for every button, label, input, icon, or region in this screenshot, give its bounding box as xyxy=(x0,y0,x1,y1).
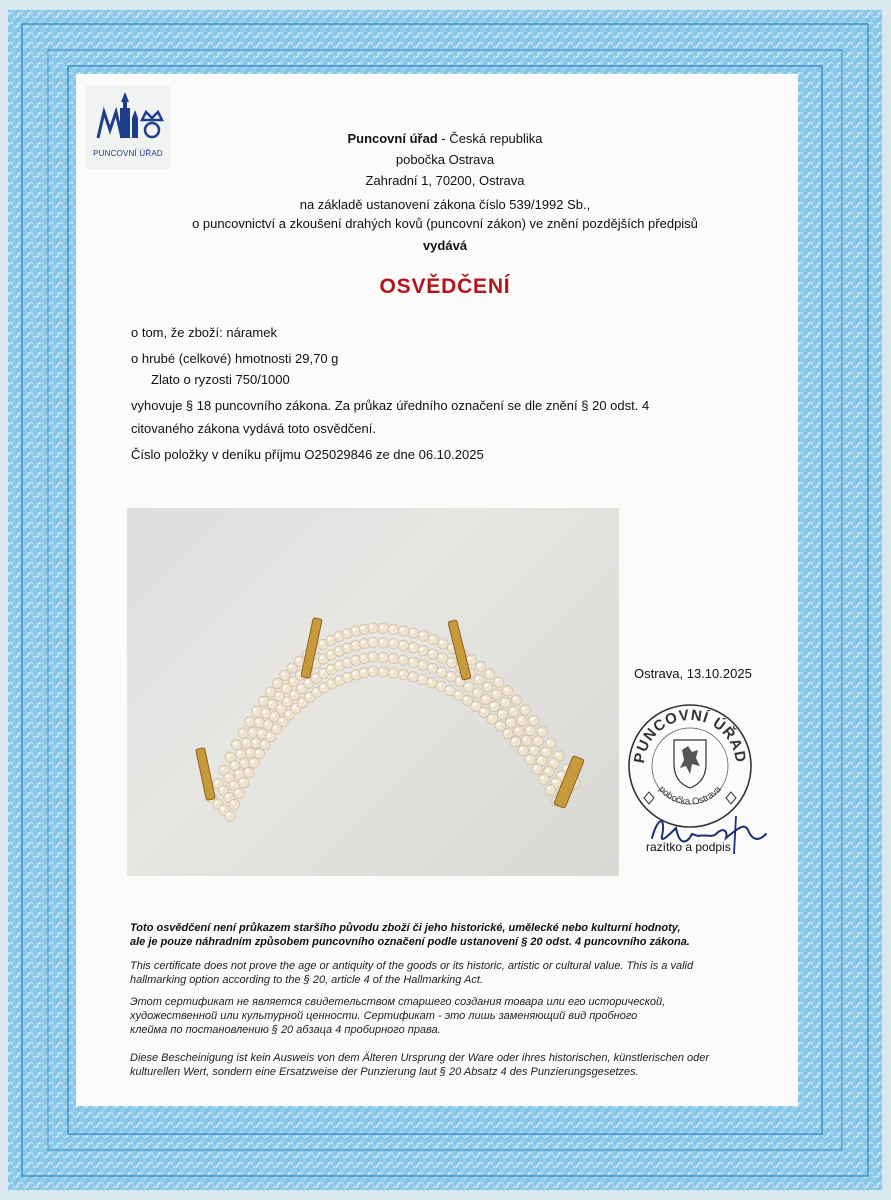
issues-line: vydává xyxy=(422,238,468,253)
pearl-highlight xyxy=(380,625,383,628)
pearl-highlight xyxy=(233,742,236,745)
pearl-highlight xyxy=(336,663,339,666)
address-line: Zahradní 1, 70200, Ostrava xyxy=(365,173,525,188)
hallmark-office-logo xyxy=(86,86,170,168)
pearl xyxy=(378,623,388,633)
pearl-highlight xyxy=(438,683,441,686)
pearl-highlight xyxy=(547,740,550,743)
pearl-highlight xyxy=(547,787,550,790)
pearl-highlight xyxy=(271,713,274,716)
pearl xyxy=(498,709,508,719)
coat-of-arms-icon xyxy=(674,740,706,788)
pearl xyxy=(418,631,428,641)
pearl-highlight xyxy=(538,757,541,760)
pearl-highlight xyxy=(321,670,324,673)
pearl-highlight xyxy=(535,738,538,741)
pearl xyxy=(506,717,516,727)
pearl xyxy=(528,715,538,725)
pearl-highlight xyxy=(263,710,266,713)
law-line-2: o puncovnictví a zkoušení drahých kovů (puncovní zákon) ve znění pozdějších předpisů xyxy=(192,216,698,231)
pearl-highlight xyxy=(285,699,288,702)
pearl-highlight xyxy=(241,760,244,763)
branch-line: pobočka Ostrava xyxy=(395,152,495,167)
pearl xyxy=(521,735,531,745)
office-country: - Česká republika xyxy=(437,131,543,146)
pearl-highlight xyxy=(278,706,281,709)
pearl xyxy=(495,721,505,731)
pearl xyxy=(368,637,378,647)
pearl-highlight xyxy=(260,698,263,701)
pearl xyxy=(418,660,428,670)
pearl xyxy=(487,714,497,724)
pearl-highlight xyxy=(329,681,332,684)
pearl-highlight xyxy=(241,779,244,782)
certificate-title: OSVĚDČENÍ xyxy=(379,275,511,298)
pearl-highlight xyxy=(232,762,235,765)
pearl-highlight xyxy=(328,652,331,655)
stamp-top-text: PUNCOVNÍ ÚŘAD xyxy=(630,706,750,765)
pearl-highlight xyxy=(530,717,533,720)
pearl-highlight xyxy=(430,636,433,639)
signature-label: razítko a podpis xyxy=(646,840,731,854)
pearl xyxy=(511,695,521,705)
pearl-highlight xyxy=(236,771,239,774)
pearl xyxy=(502,686,512,696)
castle-crown-icon xyxy=(90,90,166,146)
pearl-highlight xyxy=(410,630,413,633)
pearl-highlight xyxy=(440,640,443,643)
pearl xyxy=(418,645,428,655)
pearl-highlight xyxy=(500,711,503,714)
pearl-highlight xyxy=(380,654,383,657)
pearl-highlight xyxy=(464,697,467,700)
pearl xyxy=(239,758,249,768)
pearl-highlight xyxy=(420,647,423,650)
pearl xyxy=(417,674,427,684)
pearl xyxy=(408,672,418,682)
pearl-highlight xyxy=(400,628,403,631)
pearl xyxy=(545,785,555,795)
pearl xyxy=(483,682,493,692)
pearl xyxy=(525,754,535,764)
pearl-highlight xyxy=(280,718,283,721)
disclaimer-de-2: kulturellen Wert, sondern eine Ersatzweise der Punzierung laut § 20 Absatz 4 des Punzierungsgesetzes. xyxy=(130,1066,639,1078)
pearl xyxy=(491,689,501,699)
pearl xyxy=(436,667,446,677)
pearl-highlight xyxy=(510,708,513,711)
pearl-highlight xyxy=(468,657,471,660)
pearl-highlight xyxy=(240,730,243,733)
pearl-highlight xyxy=(527,756,530,759)
pearl-highlight xyxy=(448,673,451,676)
disclaimer-ru-2: художественной или культурной ценности. Сертификат - это лишь заменяющий вид пробного xyxy=(130,1010,638,1022)
pearl-highlight xyxy=(297,672,300,675)
pearl xyxy=(510,737,520,747)
pearl-highlight xyxy=(438,669,441,672)
pearl xyxy=(244,767,254,777)
pearl-highlight xyxy=(429,665,432,668)
pearl-bracelet-photo xyxy=(127,508,619,876)
compliance-line-1: vyhovuje § 18 puncovního zákona. Za průkaz úředního označení se dle znění § 20 odst. 4 xyxy=(131,398,650,413)
pearl xyxy=(249,758,259,768)
pearl-highlight xyxy=(522,707,525,710)
pearl-highlight xyxy=(247,719,250,722)
purity-line: Zlato o ryzosti 750/1000 xyxy=(151,372,290,387)
pearl-highlight xyxy=(419,676,422,679)
pearl-highlight xyxy=(523,737,526,740)
pearl-highlight xyxy=(220,787,223,790)
pearl-highlight xyxy=(344,645,347,648)
pearl xyxy=(428,634,438,644)
pearl xyxy=(520,705,530,715)
pearl xyxy=(235,749,245,759)
pearl-highlight xyxy=(320,641,323,644)
stamp-bottom-text: pobočka Ostrava xyxy=(656,784,724,808)
pearl xyxy=(503,728,513,738)
pearl xyxy=(398,626,408,636)
pearl-highlight xyxy=(400,672,403,675)
pearl-highlight xyxy=(546,768,549,771)
pearl xyxy=(378,638,388,648)
pearl-highlight xyxy=(276,693,279,696)
pearl-highlight xyxy=(262,742,265,745)
pearl xyxy=(474,675,484,685)
law-line-1: na základě ustanovení zákona číslo 539/1992 Sb., xyxy=(299,197,591,212)
pearl xyxy=(508,706,518,716)
disclaimer-en-2: hallmarking option according to the § 20, article 4 of the Hallmarking Act. xyxy=(130,974,483,986)
pearl-highlight xyxy=(481,709,484,712)
pearl xyxy=(398,670,408,680)
pearl xyxy=(514,726,524,736)
pearl xyxy=(446,657,456,667)
pearl-highlight xyxy=(505,730,508,733)
pearl-highlight xyxy=(489,716,492,719)
pearl-highlight xyxy=(447,687,450,690)
pearl xyxy=(388,668,398,678)
pearl-highlight xyxy=(256,750,259,753)
pearl-highlight xyxy=(246,769,249,772)
pearl-highlight xyxy=(520,747,523,750)
pearl xyxy=(245,717,255,727)
pearl-highlight xyxy=(353,657,356,660)
pearl-highlight xyxy=(289,665,292,668)
pearl xyxy=(489,701,499,711)
pearl-highlight xyxy=(491,703,494,706)
pearl xyxy=(229,799,239,809)
pearl-highlight xyxy=(313,675,316,678)
pearl-highlight xyxy=(221,767,224,770)
pearl-highlight xyxy=(531,747,534,750)
pearl-highlight xyxy=(390,670,393,673)
pearl-highlight xyxy=(534,766,537,769)
pearl-highlight xyxy=(380,640,383,643)
pearl xyxy=(427,678,437,688)
pearl-highlight xyxy=(226,794,229,797)
pearl-highlight xyxy=(370,625,373,628)
pearl xyxy=(428,649,438,659)
pearl xyxy=(446,671,456,681)
pearl-highlight xyxy=(274,680,277,683)
pearl-highlight xyxy=(296,658,299,661)
pearl xyxy=(239,777,249,787)
pearl-highlight xyxy=(299,699,302,702)
pearl xyxy=(493,677,503,687)
pearl-highlight xyxy=(269,701,272,704)
pearl-highlight xyxy=(267,689,270,692)
pearl-highlight xyxy=(215,801,218,804)
pearl-highlight xyxy=(390,655,393,658)
pearl-highlight xyxy=(456,692,459,695)
pearl-highlight xyxy=(390,626,393,629)
pearl-highlight xyxy=(321,685,324,688)
pearl-highlight xyxy=(541,776,544,779)
pearl-highlight xyxy=(370,654,373,657)
pearl-highlight xyxy=(293,705,296,708)
pearl-highlight xyxy=(231,782,234,785)
pearl-highlight xyxy=(516,728,519,731)
pearl-highlight xyxy=(314,689,317,692)
pearl xyxy=(234,788,244,798)
pearl-highlight xyxy=(449,645,452,648)
pearl-highlight xyxy=(513,697,516,700)
pearl-highlight xyxy=(353,628,356,631)
pearl-highlight xyxy=(497,723,500,726)
pearl-highlight xyxy=(361,626,364,629)
pearl-highlight xyxy=(253,740,256,743)
record-line: Číslo položky v deníku příjmu O25029846 ze dne 06.10.2025 xyxy=(131,447,484,462)
logo-label: PUNCOVNÍ ÚŘAD xyxy=(93,149,163,158)
pearl xyxy=(472,688,482,698)
pearl xyxy=(242,738,252,748)
pearl-highlight xyxy=(231,801,234,804)
pearl-highlight xyxy=(361,670,364,673)
pearl-highlight xyxy=(298,686,301,689)
pearl-highlight xyxy=(282,672,285,675)
disclaimer-cz-1: Toto osvědčení není průkazem staršího původu zboží či jeho historické, umělecké nebo kulturní hodnoty, xyxy=(130,922,681,934)
pearl-highlight xyxy=(259,731,262,734)
weight-line: o hrubé (celkové) hmotnosti 29,70 g xyxy=(131,351,339,366)
pearl-highlight xyxy=(508,719,511,722)
pearl-highlight xyxy=(344,630,347,633)
gold-clasp xyxy=(196,748,216,801)
pearl-highlight xyxy=(380,669,383,672)
pearl-highlight xyxy=(253,708,256,711)
pearl xyxy=(500,697,510,707)
pearl-highlight xyxy=(486,671,489,674)
pearl-highlight xyxy=(320,656,323,659)
pearl-highlight xyxy=(336,633,339,636)
pearl-highlight xyxy=(420,662,423,665)
pearl xyxy=(437,653,447,663)
pearl-highlight xyxy=(504,688,507,691)
pearl xyxy=(408,628,418,638)
pearl-highlight xyxy=(256,719,259,722)
pearl-highlight xyxy=(429,680,432,683)
pearl-highlight xyxy=(306,694,309,697)
pearl-highlight xyxy=(495,679,498,682)
pearl-highlight xyxy=(244,740,247,743)
pearl xyxy=(525,725,535,735)
pearl xyxy=(388,624,398,634)
pearl-highlight xyxy=(353,672,356,675)
pearl-highlight xyxy=(485,684,488,687)
pearl xyxy=(398,640,408,650)
pearl xyxy=(533,736,543,746)
pearl-highlight xyxy=(553,780,556,783)
office-line xyxy=(160,131,730,146)
disclaimer-de-1: Diese Bescheinigung ist kein Ausweis von dem Älteren Ursprung der Ware oder ihres historischen, künstlerischen oder xyxy=(130,1052,710,1064)
pearl-highlight xyxy=(477,664,480,667)
pearl-highlight xyxy=(227,754,230,757)
pearl-highlight xyxy=(390,641,393,644)
pearl-highlight xyxy=(286,712,289,715)
pearl-highlight xyxy=(502,699,505,702)
pearl-highlight xyxy=(267,733,270,736)
pearl-highlight xyxy=(361,655,364,658)
pearl xyxy=(427,663,437,673)
pearl-highlight xyxy=(227,813,230,816)
pearl-highlight xyxy=(527,727,530,730)
place-and-date: Ostrava, 13.10.2025 xyxy=(634,666,752,681)
pearl xyxy=(388,639,398,649)
pearl xyxy=(368,623,378,633)
pearl-highlight xyxy=(337,677,340,680)
pearl-highlight xyxy=(328,666,331,669)
pearl-highlight xyxy=(221,807,224,810)
pearl-highlight xyxy=(410,645,413,648)
pearl-highlight xyxy=(370,668,373,671)
pearl xyxy=(398,655,408,665)
office-name: Puncovní úřad xyxy=(347,131,438,146)
disclaimer-ru-3: клейма по постановлению § 20 абзаца 4 пробирного права. xyxy=(130,1024,441,1036)
pearl-highlight xyxy=(483,696,486,699)
pearl-highlight xyxy=(512,739,515,742)
pearl-highlight xyxy=(251,760,254,763)
pearl-highlight xyxy=(265,722,268,725)
pearl-highlight xyxy=(430,651,433,654)
pearl-highlight xyxy=(473,703,476,706)
pearl xyxy=(408,657,418,667)
pearl xyxy=(408,643,418,653)
pearl xyxy=(388,653,398,663)
goods-line: o tom, že zboží: náramek xyxy=(131,325,277,340)
pearl-highlight xyxy=(283,685,286,688)
pearl-highlight xyxy=(474,690,477,693)
disclaimer-ru-1: Этот сертификат не является свидетельством старшего создания товара или его исторической, xyxy=(130,996,666,1008)
pearl-highlight xyxy=(551,761,554,764)
pearl-highlight xyxy=(410,674,413,677)
disclaimer-en-1: This certificate does not prove the age or antiquity of the goods or its historic, artistic or cultural value. This is a valid xyxy=(130,960,694,972)
pearl-highlight xyxy=(466,684,469,687)
pearl xyxy=(438,638,448,648)
pearl xyxy=(238,728,248,738)
pearl-highlight xyxy=(457,678,460,681)
pearl-highlight xyxy=(564,766,567,769)
pearl-highlight xyxy=(344,660,347,663)
pearl xyxy=(529,745,539,755)
pearl-highlight xyxy=(543,749,546,752)
pearl-highlight xyxy=(400,642,403,645)
pearl-highlight xyxy=(556,753,559,756)
pearl-highlight xyxy=(539,729,542,732)
pearl-highlight xyxy=(237,751,240,754)
pearl-highlight xyxy=(420,633,423,636)
compliance-line-2: citovaného zákona vydává toto osvědčení. xyxy=(131,421,376,436)
pearl-highlight xyxy=(291,692,294,695)
pearl xyxy=(225,811,235,821)
pearl xyxy=(537,727,547,737)
pearl xyxy=(481,694,491,704)
pearl xyxy=(539,774,549,784)
pearl xyxy=(248,727,258,737)
pearl xyxy=(532,764,542,774)
pearl-highlight xyxy=(290,678,293,681)
pearl-highlight xyxy=(336,648,339,651)
pearl xyxy=(368,652,378,662)
pearl xyxy=(518,745,528,755)
pearl-highlight xyxy=(361,641,364,644)
pearl-highlight xyxy=(519,717,522,720)
pearl-highlight xyxy=(215,781,218,784)
disclaimer-cz-2: ale je pouze náhradním způsobem puncovního označení podle ustanovení § 20 odst. 4 puncovního zákona. xyxy=(130,936,690,948)
pearl-highlight xyxy=(306,680,309,683)
pearl-highlight xyxy=(236,790,239,793)
pearl-highlight xyxy=(410,659,413,662)
pearl-highlight xyxy=(345,674,348,677)
pearl-highlight xyxy=(400,657,403,660)
pearl-highlight xyxy=(226,775,229,778)
pearl xyxy=(251,706,261,716)
pearl-highlight xyxy=(273,726,276,729)
pearl xyxy=(378,652,388,662)
pearl-highlight xyxy=(439,655,442,658)
svg-text:pobočka Ostrava xyxy=(656,784,724,808)
pearl xyxy=(464,682,474,692)
pearl xyxy=(368,666,378,676)
pearl xyxy=(517,715,527,725)
pearl xyxy=(475,662,485,672)
pearl-highlight xyxy=(476,677,479,680)
pearl-highlight xyxy=(448,659,451,662)
pearl-highlight xyxy=(328,637,331,640)
pearl-highlight xyxy=(250,729,253,732)
pearl xyxy=(484,669,494,679)
pearl-highlight xyxy=(370,639,373,642)
pearl xyxy=(378,667,388,677)
pearl-highlight xyxy=(493,691,496,694)
pearl xyxy=(231,740,241,750)
pearl-highlight xyxy=(558,773,561,776)
pearl-highlight xyxy=(247,750,250,753)
pearl-highlight xyxy=(353,642,356,645)
